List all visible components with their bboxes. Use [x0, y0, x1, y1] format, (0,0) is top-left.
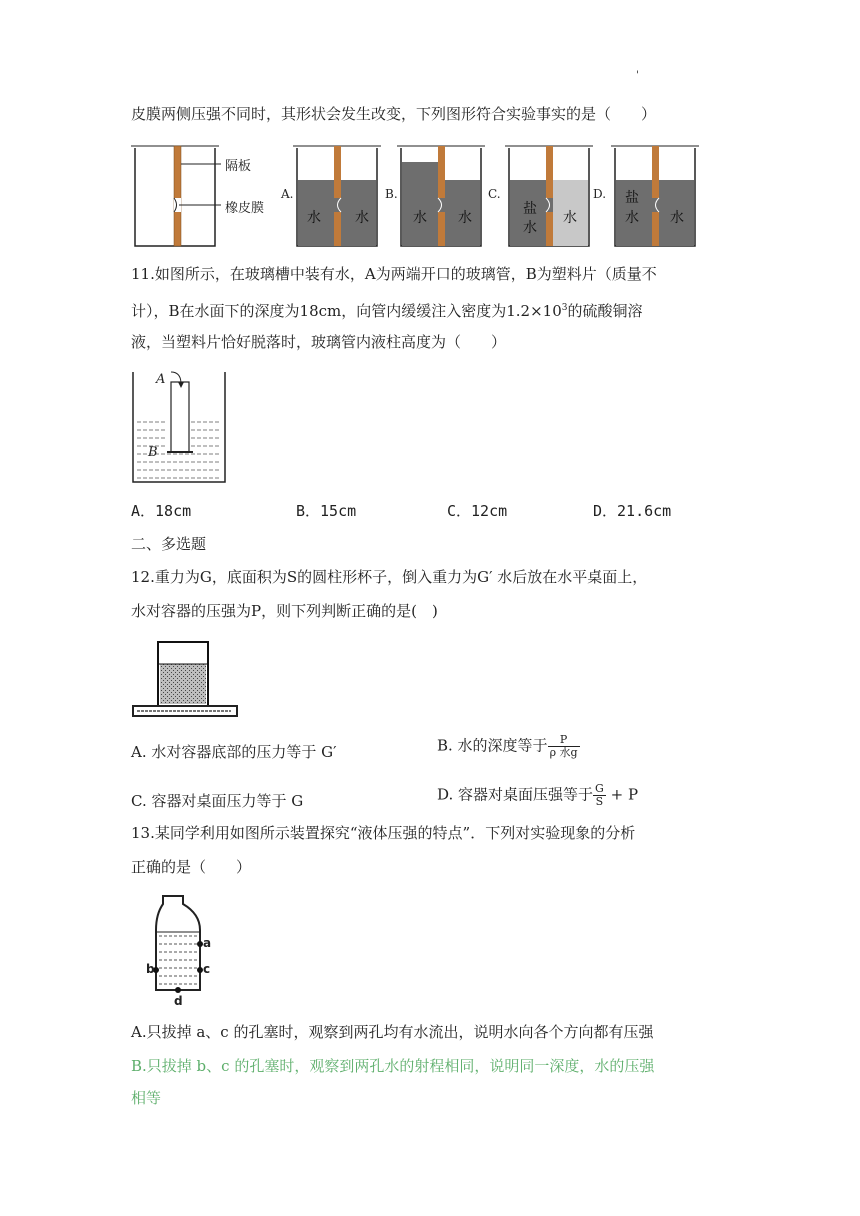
- q11-label-b: B: [148, 445, 158, 460]
- section-title: 二、多选题: [131, 535, 207, 553]
- q11-line-1: 11.如图所示，在玻璃槽中装有水，A为两端开口的玻璃管，B为塑料片（质量不: [131, 265, 657, 283]
- option-a-right-liquid: 水: [355, 210, 369, 226]
- q11-option-a: A．18cm: [131, 502, 192, 520]
- q13-line-1: 13.某同学利用如图所示装置探究“液体压强的特点”．下列对实验现象的分析: [131, 824, 636, 842]
- reference-diagram: [131, 146, 221, 246]
- option-c-diagram: [505, 146, 593, 246]
- q12-option-c: C. 容器对桌面压力等于 G: [131, 792, 304, 810]
- q12-option-d: D. 容器对桌面压强等于 $\frac{G}{S}$ + P: [437, 782, 639, 808]
- label-partition: 隔板: [225, 159, 252, 174]
- q12-figure: [131, 636, 243, 720]
- q13-option-b-line-1: B.只拔掉 b、c 的孔塞时，观察到两孔水的射程相同，说明同一深度，水的压强: [131, 1057, 655, 1075]
- q12-option-b: B. 水的深度等于 $\frac{P}{\text{ρ 水g}}$: [437, 733, 578, 759]
- q11-line-2: 计），B在水面下的深度为18cm，向管内缓缓注入密度为$1.2\times 10^3$的硫酸铜溶: [131, 302, 643, 320]
- q12-option-a: A. 水对容器底部的压力等于 G′: [131, 743, 337, 761]
- option-d-left-liquid-1: 盐: [625, 190, 639, 206]
- q13-line-2: 正确的是（ ）: [131, 858, 252, 876]
- header-mark: ': [636, 70, 639, 81]
- option-c-left-liquid-1: 盐: [523, 201, 537, 217]
- q11-option-d: D．21.6cm: [593, 502, 672, 520]
- q13-option-b-line-2: 相等: [131, 1089, 162, 1107]
- option-a-letter: A.: [281, 187, 294, 201]
- q10-figure: [131, 138, 701, 250]
- q13-hole-a: a: [203, 936, 212, 950]
- option-d-letter: D.: [593, 187, 607, 201]
- q13-hole-d: d: [174, 994, 183, 1008]
- q11-option-b: B．15cm: [296, 502, 357, 520]
- option-b-diagram: [397, 146, 485, 246]
- option-b-right-liquid: 水: [458, 210, 472, 226]
- q11-option-c: C．12cm: [447, 502, 508, 520]
- option-c-left-liquid-2: 水: [523, 220, 537, 236]
- q11-line-3: 液，当塑料片恰好脱落时，玻璃管内液柱高度为（ ）: [131, 333, 507, 351]
- q12-line-2: 水对容器的压强为P，则下列判断正确的是( ): [131, 602, 438, 620]
- option-d-right-liquid: 水: [670, 210, 684, 226]
- option-d-left-liquid-2: 水: [625, 210, 639, 226]
- option-b-left-liquid: 水: [413, 210, 427, 226]
- option-b-letter: B.: [385, 187, 398, 201]
- option-c-letter: C.: [488, 187, 501, 201]
- q10-stem: 皮膜两侧压强不同时，其形状会发生改变，下列图形符合实验事实的是（ ）: [131, 105, 657, 123]
- q11-figure: [131, 368, 231, 486]
- q12-line-1: 12.重力为G，底面积为S的圆柱形杯子，倒入重力为G′ 水后放在水平桌面上，: [131, 568, 648, 586]
- q13-hole-c: c: [203, 962, 211, 976]
- q11-label-a: A: [156, 372, 166, 387]
- option-c-right-liquid: 水: [563, 210, 577, 226]
- q13-hole-b: b: [146, 962, 155, 976]
- option-a-left-liquid: 水: [307, 210, 321, 226]
- label-membrane: 橡皮膜: [225, 201, 265, 216]
- q13-option-a: A.只拔掉 a、c 的孔塞时，观察到两孔均有水流出，说明水向各个方向都有压强: [131, 1023, 654, 1041]
- option-a-diagram: [293, 146, 381, 246]
